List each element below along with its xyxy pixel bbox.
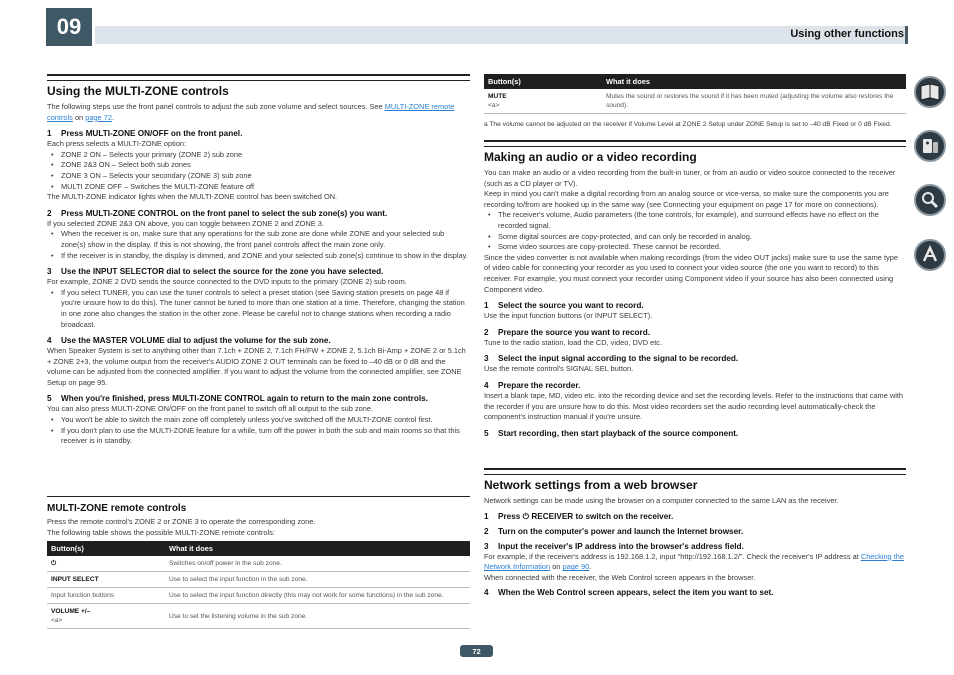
recording-p2: Keep in mind you can't make a digital recording from an analog source or vice-versa, so make sure the components you are recording to/from are hooked up in the same way (see Connecting your equipment on page 17 for more on connections). xyxy=(484,189,889,209)
recording-step-2: 2 Prepare the source you want to record. xyxy=(484,327,650,337)
network-intro: Network settings can be made using the browser on a computer connected to the same LAN as the receiver. xyxy=(484,496,839,505)
right-column: Button(s) What it does MUTE <a> Mutes the sound or restores the sound if it has been muted (adjusting the volume also restores the sound). a The volume cannot be adjusted on the receiver if Volume Level at ZONE 2 Setup under ZONE Setup is set to –40 dB Fixed or 0 dB Fixed. Making an audio or a video recording You can make an audio or a video recording from the built-in tuner, or from an audio or video source connected to the receiver (such as a CD player or TV). Keep in mind you can't make a digital recording from an analog source or vice-versa, so make sure the components you are recording to/from are hooked up in the same way (see Connecting your equipment on page 17 for more on connections). • The receiver's volume, Audio parameters (the tone controls, for example), and surround effects have no effect on the recorded signal. • Some digital sources are copy-protected, and can only be recorded in analog. • Some video sources are copy-protected. These cannot be recorded. Since the video converter is not available when making recordings (from the video OUT jacks) make sure to use the same type of video cable for connecting your recorder as you used to connect your video source (the one you want to record) to this receiver. For example, you must connect your recorder using Component video if your source has also been connected using Component video. 1 Select the source you want to record. Use the input function buttons (or INPUT SELECT). 2 Prepare the source you want to record. Tune to the radio station, load the CD, video, DVD etc. 3 Select the input signal according to the signal to be recorded. Use the remote control's SIGNAL SEL button. 4 Prepare the recorder. Insert a blank tape, MD, video etc. into the recording device and set the recording levels. Refer to the instructions that came with the recorder if you are unsure how to do this. Most video recorders set the audio recording level automatically-check the component's instruction manual if you're unsure. 5 Start recording, then start playback of the source component. xyxy=(484,74,906,439)
table-row: ⏻ Switches on/off power in the sub zone. xyxy=(47,556,470,572)
step-5-desc: You can also press MULTI-ZONE ON/OFF on the front panel to switch off all output to the sub zone. xyxy=(47,404,374,414)
recording-step-5: 5 Start recording, then start playback of the source component. xyxy=(484,428,739,438)
manual-icon[interactable] xyxy=(914,76,946,108)
list-item: • The receiver's volume, Audio parameters (the tone controls, for example), and surround effects have no effect on the recorded signal. xyxy=(484,210,906,231)
section-title: Network settings from a web browser xyxy=(484,478,698,492)
list-item: • If you don't plan to use the MULTI-ZONE feature for a while, turn off the power in both the sub and main rooms so that this receiver is in standby. xyxy=(47,426,470,447)
recording-step-1: 1 Select the source you want to record. xyxy=(484,301,644,311)
left-column xyxy=(47,74,470,447)
step-1-note: The MULTI-ZONE indicator lights when the MULTI-ZONE control has been switched ON. xyxy=(47,192,338,202)
page-number: 72 xyxy=(460,645,493,657)
section-title: Using the MULTI-ZONE controls xyxy=(47,84,229,98)
step-4: 4 Use the MASTER VOLUME dial to adjust the volume for the sub zone. xyxy=(47,336,331,346)
section-title: MULTI-ZONE remote controls xyxy=(47,503,187,514)
table-row: INPUT SELECT Use to select the input function in the sub zone. xyxy=(47,572,470,588)
remote-controls-table xyxy=(47,541,470,629)
step-1-list xyxy=(47,150,470,192)
table-row: MUTE <a> Mutes the sound or restores the sound if it has been muted (adjusting the volume also restores the sound). xyxy=(484,89,906,114)
recording-step-4: 4 Prepare the recorder. xyxy=(484,380,581,390)
network-step-3: 3 Input the receiver's IP address into the browser's address field. xyxy=(484,541,744,551)
recording-list xyxy=(484,210,906,252)
network-step-2: 2 Turn on the computer's power and launch the Internet browser. xyxy=(484,526,744,536)
link-network-info[interactable]: Checking the Network Information xyxy=(484,551,904,572)
section-multizone-controls xyxy=(47,74,470,98)
table-row: Input function buttons Use to select the input function directly (this may not work for some functions) in the sub zone. xyxy=(47,588,470,604)
list-item: • You won't be able to switch the main zone off completely unless you've switched off the MULTI-ZONE control first. xyxy=(47,415,470,426)
step-2: 2 Press MULTI-ZONE CONTROL on the front panel to select the sub zone(s) you want. xyxy=(47,208,388,218)
section-multizone-remote xyxy=(47,496,470,629)
list-item: • ZONE 2 ON – Selects your primary (ZONE 2) sub zone xyxy=(47,150,470,161)
remote-intro-2: The following table shows the possible MULTI-ZONE remote controls: xyxy=(47,527,275,537)
recording-p1: You can make an audio or a video recording from the built-in tuner, or from an audio or video source connected to the receiver (such as a CD player or TV). xyxy=(484,168,896,188)
list-item: • If the receiver is in standby, the display is dimmed, and ZONE and your selected sub zone(s) continue to show in the display. xyxy=(47,251,470,262)
list-item: • Some video sources are copy-protected. These cannot be recorded. xyxy=(484,242,906,253)
step-3-desc: For example, ZONE 2 DVD sends the source connected to the DVD inputs to the primary (ZONE 2) sub room. xyxy=(47,277,407,287)
table-row: VOLUME +/– <a> Use to set the listening volume in the sub zone. xyxy=(47,604,470,629)
network-step-3-desc: For example, if the receiver's address is 192.168.1.2, input "http://192.168.1.2/". Check the receiver's IP address at Checking the Network Information on page 90. xyxy=(484,551,904,572)
step-2-desc: If you selected ZONE 2&3 ON above, you can toggle between ZONE 2 and ZONE 3. xyxy=(47,218,324,228)
faq-icon[interactable] xyxy=(914,239,946,271)
section-recording xyxy=(484,140,906,164)
list-item: • When the receiver is on, make sure that any operations for the sub zone are done while ZONE and your selected sub zone(s) show in the display. If this is not showing, the front panel controls affect the main zone only. xyxy=(47,229,470,250)
link-multizone-remote[interactable]: MULTI-ZONE remote controls xyxy=(47,102,455,122)
step-4-desc: When Speaker System is set to anything other than 7.1ch + ZONE 2, 7.1ch FH/FW + ZONE 2, 5.1ch Bi-Amp + ZONE 2 or 5.1ch + ZONE 2+3, the volume output from the receiver's AUDIO ZONE 2 OUT terminals can be fixed to –40 dB or 0 dB and the volume can be adjusted from the connected amplifier. If you want to adjust the volume from the connected amplifier, see ZONE Setup on page 95. xyxy=(47,346,466,387)
step-5: 5 When you're finished, press MULTI-ZONE CONTROL again to return to the main zone controls. xyxy=(47,394,428,404)
mute-table xyxy=(484,74,906,114)
header-bar xyxy=(95,26,907,44)
table-header-row xyxy=(484,74,906,89)
link-page-90[interactable]: page 90 xyxy=(562,562,590,572)
network-step-1: 1 Press ⏻ RECEIVER to switch on the receiver. xyxy=(484,511,674,521)
step-1: 1 Press MULTI-ZONE ON/OFF on the front panel. xyxy=(47,129,243,139)
step-5-list xyxy=(47,415,470,447)
column-header: Button(s) xyxy=(47,541,165,556)
remote-intro-1: Press the remote control's ZONE 2 or ZONE 3 to operate the corresponding zone. xyxy=(47,517,316,526)
power-icon: ⏻ xyxy=(47,556,165,572)
column-header: What it does xyxy=(165,541,470,556)
chapter-number: 09 xyxy=(46,8,92,46)
column-header: Button(s) xyxy=(484,74,602,89)
header-bar-end xyxy=(905,26,908,44)
list-item: • If you select TUNER, you can use the tuner controls to select a preset station (see Saving station presets on page 48 if you're unsure how to do this). The tuner cannot be tuned to more than one station at a time. Therefore, changing the station in one zone also changes the station in the other zone. Please be careful not to change stations when recording a radio broadcast. xyxy=(47,288,470,330)
network-step-3-desc-2: When connected with the receiver, the Web Control screen appears in the browser. xyxy=(484,572,756,582)
step-3: 3 Use the INPUT SELECTOR dial to select the source for the zone you have selected. xyxy=(47,267,384,277)
list-item: • ZONE 2&3 ON – Select both sub zones xyxy=(47,160,470,171)
section-title: Making an audio or a video recording xyxy=(484,150,697,164)
section-network-settings xyxy=(484,468,906,598)
tools-icon[interactable] xyxy=(914,184,946,216)
column-header: What it does xyxy=(602,74,906,89)
step-3-list xyxy=(47,288,470,330)
recording-step-3: 3 Select the input signal according to the signal to be recorded. xyxy=(484,354,739,364)
list-item: • MULTI ZONE OFF – Switches the MULTI-ZONE feature off xyxy=(47,182,470,193)
step-1-desc: Each press selects a MULTI-ZONE option: xyxy=(47,139,187,149)
list-item: • ZONE 3 ON – Selects your secondary (ZONE 3) sub zone xyxy=(47,171,470,182)
step-2-list xyxy=(47,229,470,261)
recording-p3: Since the video converter is not available when making recordings (from the video OUT jacks) make sure to use the same type of video cable for connecting your recorder as you used to connect your video source (the one you want to record) to this receiver. For example, you must connect your recorder using Component video if your source has also been connected using Component video. xyxy=(484,252,898,294)
list-item: • Some digital sources are copy-protected, and can only be recorded in analog. xyxy=(484,232,906,243)
intro-paragraph: The following steps use the front panel controls to adjust the sub zone volume and select sources. See MULTI-ZONE remote controls on page 72. xyxy=(47,102,455,122)
network-step-4: 4 When the Web Control screen appears, select the item you want to set. xyxy=(484,588,774,598)
footnote: a The volume cannot be adjusted on the receiver if Volume Level at ZONE 2 Setup under ZONE Setup is set to –40 dB Fixed or 0 dB Fixed. xyxy=(484,121,892,128)
link-page-72[interactable]: page 72 xyxy=(85,112,112,122)
table-header-row xyxy=(47,541,470,556)
chapter-title: Using other functions xyxy=(790,28,904,40)
settings-remote-icon[interactable] xyxy=(914,130,946,162)
